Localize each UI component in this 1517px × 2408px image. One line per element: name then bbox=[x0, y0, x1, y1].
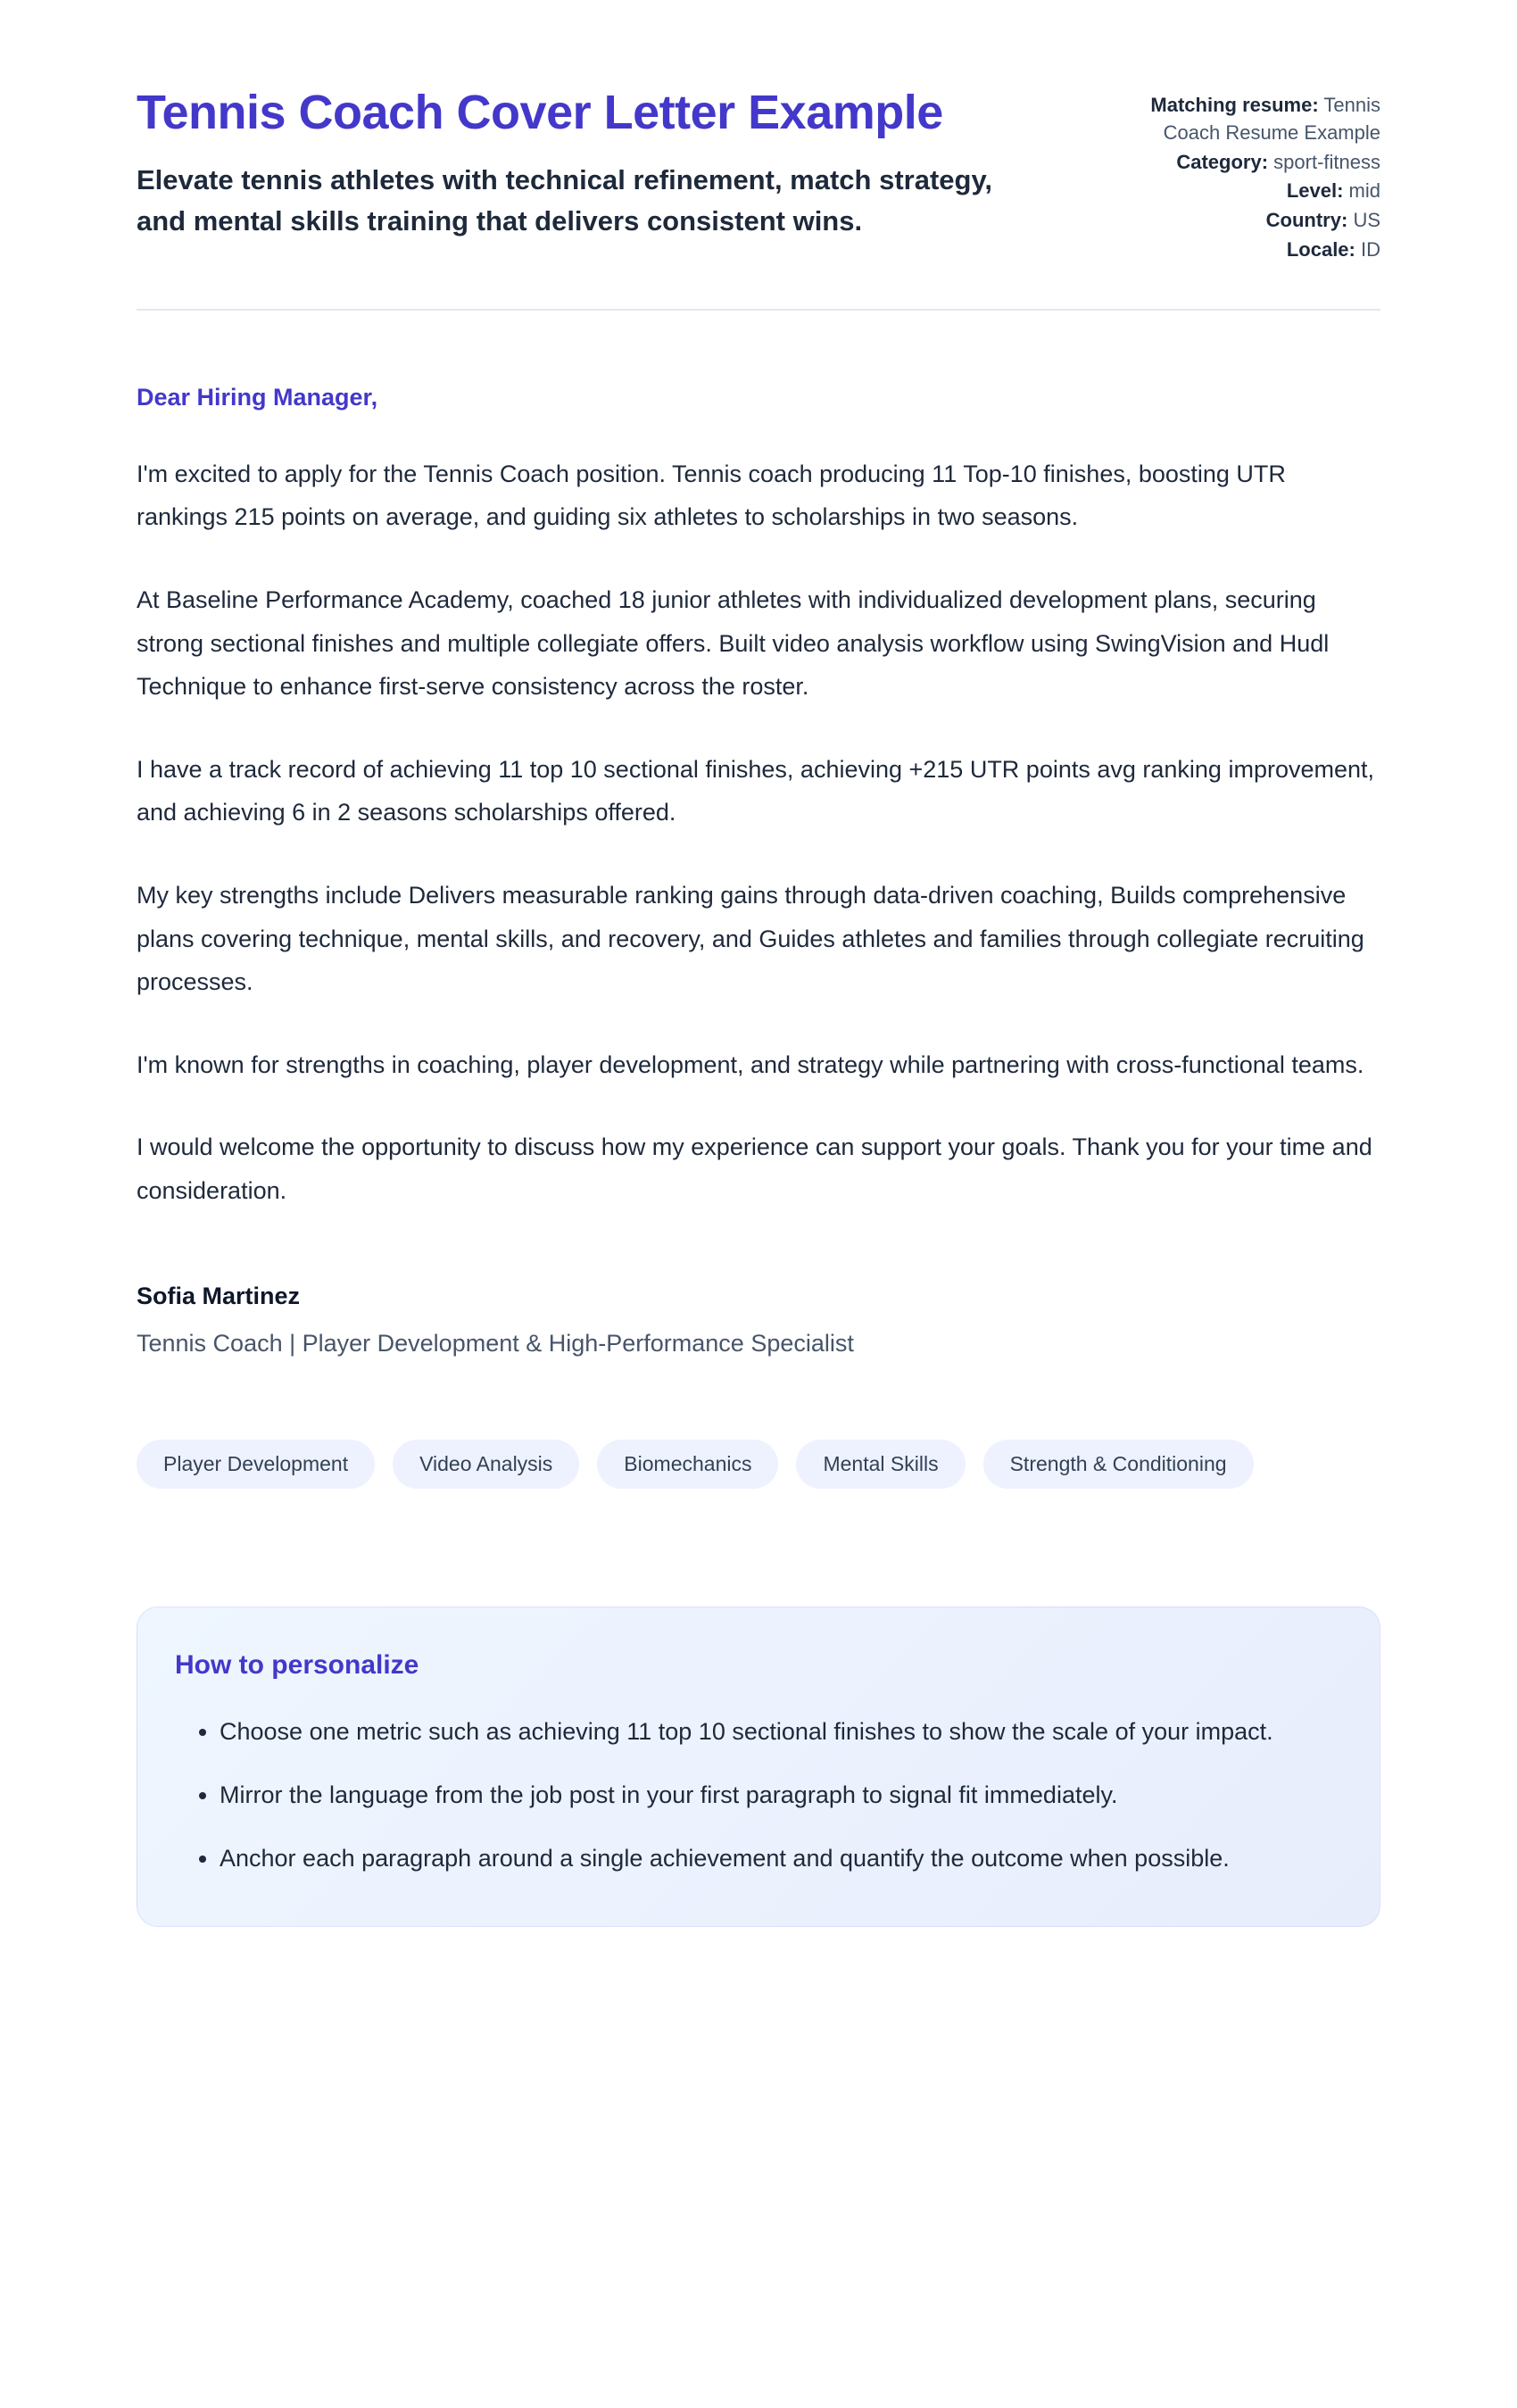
meta-label: Level: bbox=[1286, 179, 1344, 203]
skill-tag-chip: Biomechanics bbox=[597, 1440, 778, 1489]
letter-paragraph: I have a track record of achieving 11 top 10 sectional finishes, achieving +215 UTR points avg ranking improvement, and achieving 6 in 2 seasons scholarships offered. bbox=[137, 755, 1375, 826]
page-subtitle: Elevate tennis athletes with technical refinement, match strategy, and mental skills training that delivers consistent wins. bbox=[137, 163, 993, 237]
skill-tag-chip: Strength & Conditioning bbox=[983, 1440, 1254, 1489]
meta-item bbox=[1126, 92, 1380, 147]
letter-paragraph: At Baseline Performance Academy, coached 18 junior athletes with individualized development plans, securing strong sectional finishes and multiple collegiate offers. Built video analysis workflow using SwingVision and Hudl Technique to enhance first-serve consistency across the roster. bbox=[137, 585, 1330, 701]
signature-block bbox=[137, 1283, 1380, 1358]
letter-paragraph: I'm excited to apply for the Tennis Coach position. Tennis coach producing 11 Top-10 finishes, boosting UTR rankings 215 points on average, and guiding six athletes to scholarships in two seasons. bbox=[137, 460, 1286, 531]
how-to-personalize-box bbox=[137, 1607, 1380, 1928]
header-title-block bbox=[137, 85, 1047, 266]
skill-tag-chip: Video Analysis bbox=[393, 1440, 579, 1489]
meta-value: ID bbox=[1361, 237, 1380, 261]
meta-item bbox=[1126, 149, 1380, 177]
tips-title: How to personalize bbox=[175, 1649, 419, 1680]
tip-item: • Mirror the language from the job post in your first paragraph to signal fit immediately. bbox=[220, 1774, 1330, 1816]
meta-label: Matching resume: bbox=[1150, 94, 1319, 116]
letter-paragraphs bbox=[137, 453, 1380, 1213]
resume-meta-block bbox=[1126, 85, 1380, 266]
header-divider bbox=[137, 309, 1380, 311]
meta-value: sport-fitness bbox=[1273, 150, 1380, 173]
tip-item: • Anchor each paragraph around a single achievement and quantify the outcome when possible. bbox=[220, 1838, 1330, 1880]
cover-letter-body bbox=[137, 384, 1380, 1927]
meta-item bbox=[1126, 237, 1380, 264]
signature-title: Tennis Coach | Player Development & High-Performance Specialist bbox=[137, 1329, 854, 1357]
tip-item: • Choose one metric such as achieving 11 top 10 sectional finishes to show the scale of your impact. bbox=[220, 1711, 1330, 1753]
meta-item bbox=[1126, 178, 1380, 205]
skill-tag-chip: Player Development bbox=[137, 1440, 375, 1489]
meta-value: US bbox=[1353, 209, 1380, 232]
meta-label: Country: bbox=[1265, 209, 1348, 232]
meta-label: Locale: bbox=[1286, 237, 1355, 261]
meta-label: Category: bbox=[1176, 150, 1269, 173]
skill-tag-chip: Mental Skills bbox=[796, 1440, 965, 1489]
skill-tags-row bbox=[137, 1440, 1380, 1489]
meta-item bbox=[1126, 207, 1380, 235]
letter-paragraph: My key strengths include Delivers measurable ranking gains through data-driven coaching, Builds comprehensive plans covering technique, mental skills, and recovery, and Guides athletes and families through collegiate recruiting processes. bbox=[137, 881, 1364, 996]
signature-name: Sofia Martinez bbox=[137, 1282, 301, 1309]
page-title: Tennis Coach Cover Letter Example bbox=[137, 86, 943, 139]
letter-paragraph: I'm known for strengths in coaching, player development, and strategy while partnering with cross-functional teams. bbox=[137, 1050, 1364, 1078]
tips-list bbox=[175, 1711, 1330, 1881]
salutation: Dear Hiring Manager, bbox=[137, 383, 378, 411]
letter-paragraph: I would welcome the opportunity to discuss how my experience can support your goals. Thank you for your time and consideration. bbox=[137, 1133, 1372, 1204]
meta-value: mid bbox=[1348, 179, 1380, 203]
page-header bbox=[137, 85, 1380, 266]
meta-value: Tennis Coach Resume Example bbox=[1163, 94, 1380, 144]
